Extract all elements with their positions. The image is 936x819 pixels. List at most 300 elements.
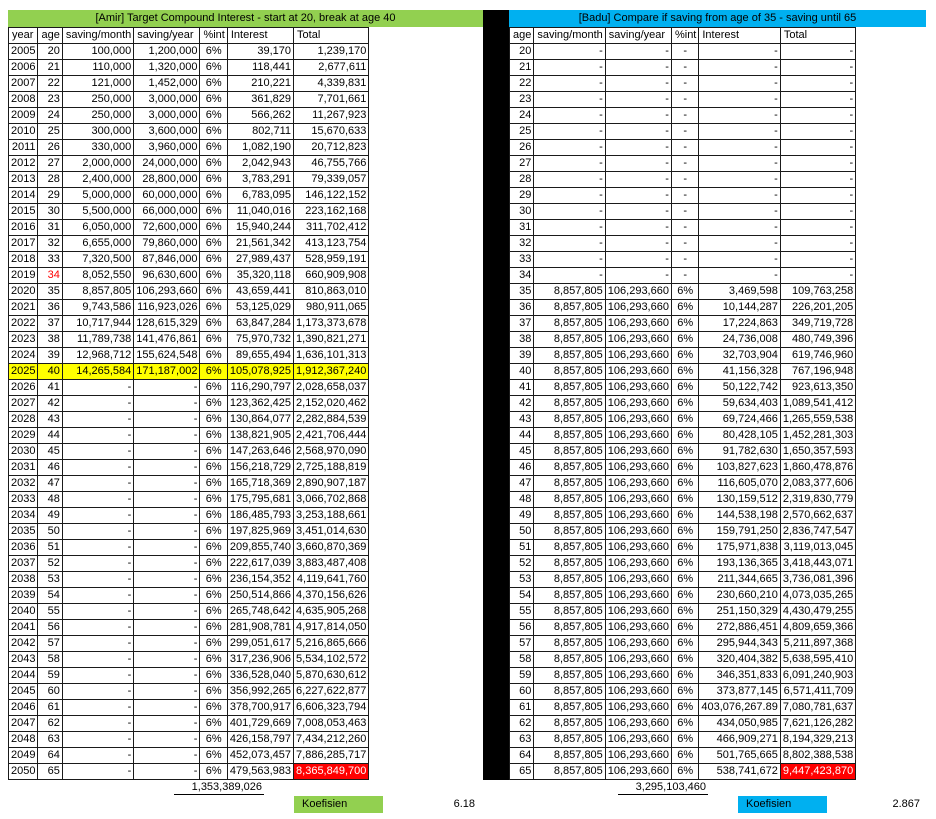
amir-cell[interactable]: 2,400,000 [62,172,133,188]
amir-cell[interactable]: 24,000,000 [134,156,200,172]
badu-cell[interactable]: - [699,156,780,172]
amir-cell[interactable]: 50 [38,524,62,540]
badu-cell[interactable]: 8,857,805 [534,332,605,348]
amir-cell[interactable]: 66,000,000 [134,204,200,220]
amir-cell[interactable]: 2017 [9,236,38,252]
amir-cell[interactable]: 2020 [9,284,38,300]
amir-cell[interactable]: 12,968,712 [62,348,133,364]
badu-cell[interactable]: 8,857,805 [534,492,605,508]
badu-cell[interactable]: 3,736,081,396 [780,572,855,588]
amir-cell[interactable]: 1,200,000 [134,44,200,60]
amir-cell[interactable]: 87,846,000 [134,252,200,268]
badu-cell[interactable]: 58 [510,652,534,668]
amir-cell[interactable]: 281,908,781 [227,620,293,636]
amir-cell[interactable]: 378,700,917 [227,700,293,716]
amir-header-cell[interactable]: saving/month [62,28,133,44]
badu-cell[interactable]: 48 [510,492,534,508]
badu-cell[interactable]: - [671,220,698,236]
amir-cell[interactable]: 330,000 [62,140,133,156]
amir-cell[interactable]: 6% [200,204,227,220]
badu-cell[interactable]: 56 [510,620,534,636]
badu-cell[interactable]: 8,857,805 [534,364,605,380]
badu-cell[interactable]: 62 [510,716,534,732]
badu-cell[interactable]: - [699,92,780,108]
amir-cell[interactable]: 7,886,285,717 [294,748,369,764]
amir-cell[interactable]: 6% [200,76,227,92]
amir-cell[interactable]: 413,123,754 [294,236,369,252]
badu-cell[interactable]: - [534,124,605,140]
amir-cell[interactable]: 2039 [9,588,38,604]
amir-cell[interactable]: 6% [200,684,227,700]
amir-cell[interactable]: 2025 [9,364,38,380]
badu-cell[interactable]: 8,857,805 [534,476,605,492]
badu-cell[interactable]: - [605,268,671,284]
amir-cell[interactable]: 6% [200,156,227,172]
amir-cell[interactable]: 222,617,039 [227,556,293,572]
badu-cell[interactable]: 6% [671,556,698,572]
badu-cell[interactable]: 5,638,595,410 [780,652,855,668]
amir-cell[interactable]: 401,729,669 [227,716,293,732]
badu-cell[interactable]: 8,857,805 [534,748,605,764]
badu-cell[interactable]: - [780,204,855,220]
amir-cell[interactable]: 2018 [9,252,38,268]
badu-cell[interactable]: - [780,140,855,156]
amir-title-cell[interactable]: [Amir] Target Compound Interest - start at 20, break at age 40 [8,10,483,27]
badu-cell[interactable]: 106,293,660 [605,396,671,412]
amir-cell[interactable]: 106,293,660 [134,284,200,300]
amir-cell[interactable]: 45 [38,444,62,460]
amir-cell[interactable]: 65 [38,764,62,780]
badu-cell[interactable]: 8,857,805 [534,684,605,700]
amir-cell[interactable]: - [134,460,200,476]
amir-cell[interactable]: 57 [38,636,62,652]
badu-cell[interactable]: 49 [510,508,534,524]
amir-cell[interactable]: 54 [38,588,62,604]
amir-cell[interactable]: 72,600,000 [134,220,200,236]
badu-cell[interactable]: - [699,236,780,252]
badu-cell[interactable]: - [605,188,671,204]
amir-cell[interactable]: 39 [38,348,62,364]
amir-cell[interactable]: 2022 [9,316,38,332]
amir-cell[interactable]: 121,000 [62,76,133,92]
badu-cell[interactable]: - [699,60,780,76]
amir-cell[interactable]: - [62,652,133,668]
amir-cell[interactable]: - [134,764,200,780]
amir-cell[interactable]: 2024 [9,348,38,364]
amir-header-cell[interactable]: Interest [227,28,293,44]
amir-cell[interactable]: 361,829 [227,92,293,108]
badu-cell[interactable]: 106,293,660 [605,332,671,348]
badu-cell[interactable]: 106,293,660 [605,476,671,492]
badu-cell[interactable]: 480,749,396 [780,332,855,348]
badu-cell[interactable]: 109,763,258 [780,284,855,300]
amir-cell[interactable]: 8,365,849,700 [294,764,369,780]
amir-cell[interactable]: 6% [200,412,227,428]
badu-cell[interactable]: 226,201,205 [780,300,855,316]
badu-cell[interactable]: - [699,220,780,236]
amir-cell[interactable]: 7,008,053,463 [294,716,369,732]
amir-cell[interactable]: 6% [200,716,227,732]
amir-cell[interactable]: 79,339,057 [294,172,369,188]
amir-cell[interactable]: - [134,668,200,684]
amir-cell[interactable]: - [62,588,133,604]
amir-cell[interactable]: - [62,492,133,508]
badu-cell[interactable]: 24,736,008 [699,332,780,348]
amir-cell[interactable]: 79,860,000 [134,236,200,252]
badu-cell[interactable]: 65 [510,764,534,780]
badu-cell[interactable]: 8,857,805 [534,700,605,716]
amir-cell[interactable]: 118,441 [227,60,293,76]
badu-cell[interactable]: 33 [510,252,534,268]
amir-cell[interactable]: 56 [38,620,62,636]
amir-cell[interactable]: 6% [200,588,227,604]
badu-cell[interactable]: 272,886,451 [699,620,780,636]
badu-cell[interactable]: 8,857,805 [534,524,605,540]
amir-cell[interactable]: 4,119,641,760 [294,572,369,588]
amir-cell[interactable]: 356,992,265 [227,684,293,700]
amir-cell[interactable]: - [62,732,133,748]
amir-cell[interactable]: 40 [38,364,62,380]
amir-cell[interactable]: 186,485,793 [227,508,293,524]
badu-cell[interactable]: 106,293,660 [605,364,671,380]
amir-cell[interactable]: 21,561,342 [227,236,293,252]
badu-header-cell[interactable]: saving/month [534,28,605,44]
amir-cell[interactable]: - [134,524,200,540]
amir-cell[interactable]: 1,082,190 [227,140,293,156]
badu-cell[interactable]: 230,660,210 [699,588,780,604]
amir-cell[interactable]: 6% [200,124,227,140]
badu-total-saving-cell[interactable]: 3,295,103,460 [618,780,708,795]
badu-cell[interactable]: 80,428,105 [699,428,780,444]
badu-cell[interactable]: - [534,92,605,108]
amir-cell[interactable]: - [62,700,133,716]
badu-cell[interactable]: - [534,204,605,220]
badu-cell[interactable]: - [671,92,698,108]
badu-cell[interactable]: 8,857,805 [534,508,605,524]
amir-cell[interactable]: 1,320,000 [134,60,200,76]
badu-cell[interactable]: - [699,204,780,220]
amir-cell[interactable]: 2034 [9,508,38,524]
badu-cell[interactable]: 159,791,250 [699,524,780,540]
badu-cell[interactable]: 106,293,660 [605,636,671,652]
amir-cell[interactable]: 27,989,437 [227,252,293,268]
badu-cell[interactable]: 63 [510,732,534,748]
badu-cell[interactable]: 106,293,660 [605,284,671,300]
amir-cell[interactable]: 5,500,000 [62,204,133,220]
badu-cell[interactable]: 6% [671,620,698,636]
badu-cell[interactable]: 23 [510,92,534,108]
amir-cell[interactable]: 3,253,188,661 [294,508,369,524]
amir-cell[interactable]: - [134,492,200,508]
badu-cell[interactable]: - [534,60,605,76]
badu-cell[interactable]: 54 [510,588,534,604]
badu-cell[interactable]: 6% [671,604,698,620]
badu-cell[interactable]: 1,265,559,538 [780,412,855,428]
amir-cell[interactable]: 2026 [9,380,38,396]
amir-cell[interactable]: 426,158,797 [227,732,293,748]
badu-cell[interactable]: 20 [510,44,534,60]
badu-cell[interactable]: 6% [671,524,698,540]
amir-cell[interactable]: 6% [200,620,227,636]
amir-cell[interactable]: 3,000,000 [134,108,200,124]
amir-cell[interactable]: 6% [200,236,227,252]
badu-cell[interactable]: 6% [671,300,698,316]
amir-cell[interactable]: 105,078,925 [227,364,293,380]
badu-cell[interactable]: 8,857,805 [534,556,605,572]
amir-cell[interactable]: 6% [200,524,227,540]
amir-cell[interactable]: - [134,540,200,556]
amir-cell[interactable]: 2027 [9,396,38,412]
amir-cell[interactable]: 1,636,101,313 [294,348,369,364]
badu-cell[interactable]: 47 [510,476,534,492]
badu-cell[interactable]: 2,083,377,606 [780,476,855,492]
badu-cell[interactable]: 69,724,466 [699,412,780,428]
amir-cell[interactable]: 25 [38,124,62,140]
amir-cell[interactable]: 11,040,016 [227,204,293,220]
badu-cell[interactable]: 6% [671,652,698,668]
badu-cell[interactable]: 24 [510,108,534,124]
badu-cell[interactable]: 1,452,281,303 [780,428,855,444]
badu-cell[interactable]: 6% [671,412,698,428]
badu-cell[interactable]: - [699,172,780,188]
badu-cell[interactable]: 32,703,904 [699,348,780,364]
badu-cell[interactable]: - [534,156,605,172]
amir-cell[interactable]: 4,635,905,268 [294,604,369,620]
amir-cell[interactable]: - [62,716,133,732]
amir-cell[interactable]: 155,624,548 [134,348,200,364]
badu-cell[interactable]: 106,293,660 [605,748,671,764]
badu-cell[interactable]: 106,293,660 [605,684,671,700]
amir-total-saving-cell[interactable]: 1,353,389,026 [174,780,264,795]
amir-cell[interactable]: 2036 [9,540,38,556]
badu-cell[interactable]: 346,351,833 [699,668,780,684]
amir-cell[interactable]: 27 [38,156,62,172]
badu-koefisien-value[interactable]: 2.867 [892,798,920,810]
amir-cell[interactable]: 171,187,002 [134,364,200,380]
amir-cell[interactable]: 63 [38,732,62,748]
amir-cell[interactable]: - [134,636,200,652]
amir-cell[interactable]: - [134,396,200,412]
badu-cell[interactable]: 106,293,660 [605,620,671,636]
amir-cell[interactable]: 2031 [9,460,38,476]
badu-cell[interactable]: 8,857,805 [534,668,605,684]
amir-cell[interactable]: 2011 [9,140,38,156]
amir-cell[interactable]: 175,795,681 [227,492,293,508]
amir-cell[interactable]: 2,152,020,462 [294,396,369,412]
badu-cell[interactable]: 6% [671,396,698,412]
badu-cell[interactable]: - [605,92,671,108]
amir-cell[interactable]: 4,917,814,050 [294,620,369,636]
amir-cell[interactable]: 2045 [9,684,38,700]
badu-cell[interactable]: - [671,44,698,60]
badu-cell[interactable]: 106,293,660 [605,588,671,604]
amir-cell[interactable]: 5,870,630,612 [294,668,369,684]
badu-header-cell[interactable]: %int [671,28,698,44]
badu-cell[interactable]: 3,469,598 [699,284,780,300]
amir-cell[interactable]: 2035 [9,524,38,540]
amir-cell[interactable]: 123,362,425 [227,396,293,412]
amir-cell[interactable]: 6% [200,188,227,204]
badu-cell[interactable]: 8,857,805 [534,444,605,460]
amir-cell[interactable]: 2015 [9,204,38,220]
badu-cell[interactable]: - [534,252,605,268]
badu-cell[interactable]: 6% [671,348,698,364]
amir-cell[interactable]: 128,615,329 [134,316,200,332]
amir-cell[interactable]: 6% [200,428,227,444]
amir-cell[interactable]: - [134,380,200,396]
amir-cell[interactable]: - [62,444,133,460]
amir-cell[interactable]: 15,940,244 [227,220,293,236]
badu-cell[interactable]: 8,857,805 [534,380,605,396]
amir-cell[interactable]: 3,000,000 [134,92,200,108]
amir-cell[interactable]: 89,655,494 [227,348,293,364]
amir-cell[interactable]: 31 [38,220,62,236]
badu-cell[interactable]: - [605,252,671,268]
amir-cell[interactable]: 35,320,118 [227,268,293,284]
amir-cell[interactable]: 59 [38,668,62,684]
amir-header-cell[interactable]: Total [294,28,369,44]
amir-cell[interactable]: 10,717,944 [62,316,133,332]
amir-cell[interactable]: 236,154,352 [227,572,293,588]
amir-cell[interactable]: 6,050,000 [62,220,133,236]
badu-cell[interactable]: 434,050,985 [699,716,780,732]
badu-cell[interactable]: 106,293,660 [605,380,671,396]
amir-cell[interactable]: 6% [200,668,227,684]
amir-cell[interactable]: - [134,732,200,748]
amir-cell[interactable]: 6% [200,268,227,284]
amir-cell[interactable]: 311,702,412 [294,220,369,236]
badu-cell[interactable]: 106,293,660 [605,652,671,668]
amir-cell[interactable]: 2014 [9,188,38,204]
amir-cell[interactable]: 5,216,865,666 [294,636,369,652]
badu-cell[interactable]: 45 [510,444,534,460]
amir-cell[interactable]: 2,000,000 [62,156,133,172]
amir-cell[interactable]: 6% [200,732,227,748]
badu-cell[interactable]: 6% [671,700,698,716]
badu-cell[interactable]: 8,857,805 [534,588,605,604]
amir-cell[interactable]: 49 [38,508,62,524]
badu-cell[interactable]: 6% [671,428,698,444]
amir-cell[interactable]: 210,221 [227,76,293,92]
badu-cell[interactable]: 35 [510,284,534,300]
amir-cell[interactable]: 1,390,821,271 [294,332,369,348]
amir-cell[interactable]: 63,847,284 [227,316,293,332]
amir-cell[interactable]: 2009 [9,108,38,124]
amir-cell[interactable]: 146,122,152 [294,188,369,204]
badu-cell[interactable]: 8,857,805 [534,540,605,556]
badu-cell[interactable]: 130,159,512 [699,492,780,508]
badu-cell[interactable]: 7,080,781,637 [780,700,855,716]
amir-cell[interactable]: 6% [200,556,227,572]
amir-cell[interactable]: 6% [200,300,227,316]
badu-header-cell[interactable]: age [510,28,534,44]
badu-cell[interactable]: 4,073,035,265 [780,588,855,604]
badu-cell[interactable]: 61 [510,700,534,716]
amir-cell[interactable]: 6,783,095 [227,188,293,204]
amir-koefisien-value[interactable]: 6.18 [453,798,475,810]
amir-cell[interactable]: 6% [200,492,227,508]
amir-cell[interactable]: 46 [38,460,62,476]
amir-cell[interactable]: 6% [200,140,227,156]
badu-cell[interactable]: 10,144,287 [699,300,780,316]
badu-cell[interactable]: 6% [671,716,698,732]
amir-cell[interactable]: - [62,636,133,652]
badu-cell[interactable]: - [699,108,780,124]
amir-cell[interactable]: 528,959,191 [294,252,369,268]
amir-cell[interactable]: 6% [200,444,227,460]
badu-cell[interactable]: - [671,140,698,156]
amir-cell[interactable]: 6% [200,604,227,620]
badu-cell[interactable]: 923,613,350 [780,380,855,396]
badu-cell[interactable]: - [699,252,780,268]
amir-cell[interactable]: 138,821,905 [227,428,293,444]
badu-cell[interactable]: - [605,156,671,172]
amir-cell[interactable]: 6% [200,572,227,588]
badu-cell[interactable]: 106,293,660 [605,540,671,556]
badu-cell[interactable]: 36 [510,300,534,316]
badu-cell[interactable]: 8,857,805 [534,348,605,364]
amir-cell[interactable]: 33 [38,252,62,268]
amir-cell[interactable]: 6% [200,396,227,412]
badu-cell[interactable]: 8,857,805 [534,460,605,476]
badu-cell[interactable]: 21 [510,60,534,76]
amir-cell[interactable]: 299,051,617 [227,636,293,652]
amir-cell[interactable]: - [62,572,133,588]
amir-cell[interactable]: 36 [38,300,62,316]
amir-cell[interactable]: 130,864,077 [227,412,293,428]
badu-cell[interactable]: 8,857,805 [534,652,605,668]
badu-cell[interactable]: 51 [510,540,534,556]
amir-cell[interactable]: - [62,476,133,492]
badu-cell[interactable]: 6% [671,668,698,684]
badu-cell[interactable]: - [699,76,780,92]
badu-cell[interactable]: 43 [510,412,534,428]
amir-cell[interactable]: 2010 [9,124,38,140]
badu-cell[interactable]: - [534,220,605,236]
badu-cell[interactable]: 6% [671,748,698,764]
badu-cell[interactable]: 106,293,660 [605,556,671,572]
amir-cell[interactable]: 2,677,611 [294,60,369,76]
amir-cell[interactable]: 6% [200,332,227,348]
amir-cell[interactable]: 2019 [9,268,38,284]
amir-cell[interactable]: 2023 [9,332,38,348]
badu-cell[interactable]: 29 [510,188,534,204]
amir-cell[interactable]: 100,000 [62,44,133,60]
amir-cell[interactable]: 223,162,168 [294,204,369,220]
badu-cell[interactable]: - [699,140,780,156]
badu-cell[interactable]: 22 [510,76,534,92]
badu-cell[interactable]: 8,857,805 [534,636,605,652]
badu-cell[interactable]: - [699,268,780,284]
amir-koefisien-label[interactable]: Koefisien [294,796,383,813]
amir-cell[interactable]: 41 [38,380,62,396]
amir-cell[interactable]: 147,263,646 [227,444,293,460]
amir-cell[interactable]: 2012 [9,156,38,172]
badu-koefisien-label[interactable]: Koefisien [738,796,827,813]
badu-cell[interactable]: 8,857,805 [534,620,605,636]
badu-cell[interactable]: 55 [510,604,534,620]
amir-cell[interactable]: 32 [38,236,62,252]
amir-cell[interactable]: 6% [200,764,227,780]
amir-cell[interactable]: - [134,556,200,572]
badu-cell[interactable]: 6% [671,476,698,492]
badu-cell[interactable]: - [671,156,698,172]
badu-cell[interactable]: 8,857,805 [534,284,605,300]
badu-cell[interactable]: - [605,60,671,76]
amir-cell[interactable]: 24 [38,108,62,124]
badu-cell[interactable]: - [605,204,671,220]
badu-cell[interactable]: 6% [671,460,698,476]
